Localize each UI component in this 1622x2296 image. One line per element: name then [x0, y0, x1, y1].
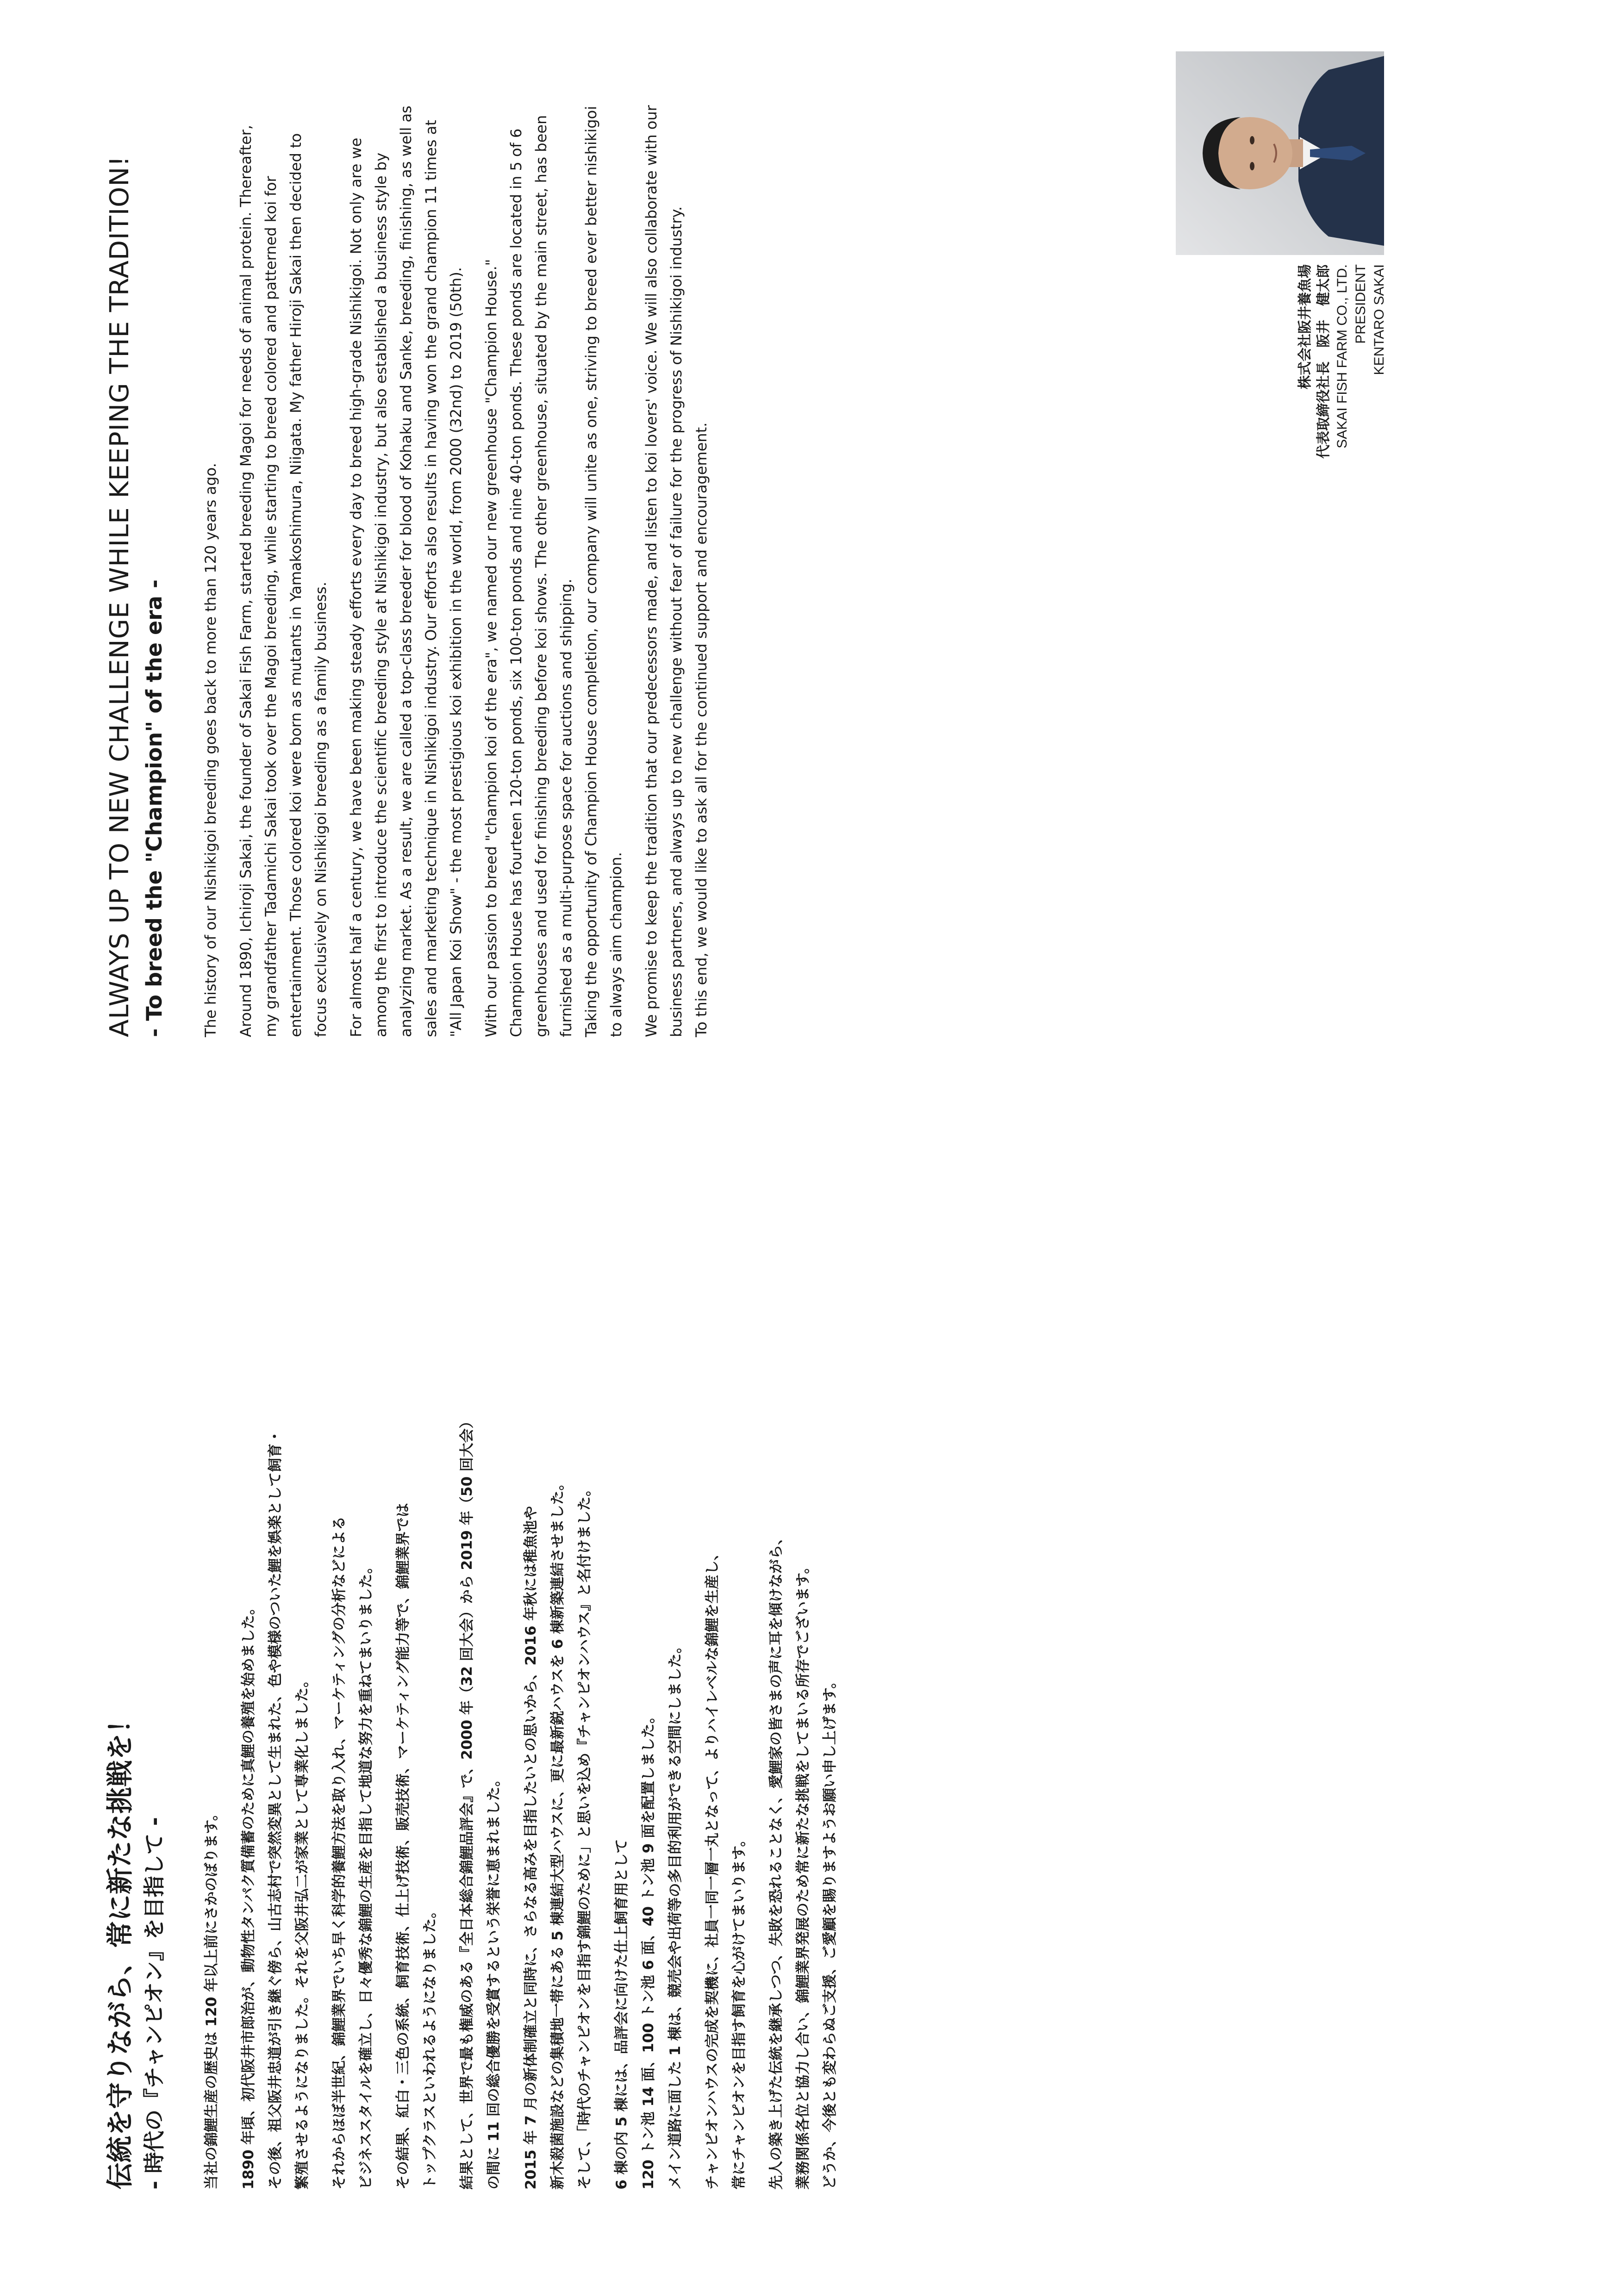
- president-title-en: PRESIDENT: [1353, 264, 1368, 344]
- japanese-paragraph: その結果、紅白・三色の系統、飼育技術、仕上げ技術、販売技術、マーケティング能力等で、錦鯉業界では トップクラスといわれるようになりました。: [395, 1503, 438, 2190]
- english-title: ALWAYS UP TO NEW CHALLENGE WHILE KEEPING THE TRADITION!: [105, 156, 135, 1037]
- english-subtitle: - To breed the "Champion" of the era -: [142, 579, 167, 1037]
- signature-block: [1176, 51, 1393, 459]
- president-name-en: KENTARO SAKAI: [1372, 264, 1387, 375]
- japanese-paragraph: 先人の築き上げた伝統を継承しつつ、失敗を恐れることなく、愛鯉家の皆さまの声に耳を傾けながら、 業務関係各位と協力し合い、錦鯉業界発展のため常に新たな挑戦をしてまいる所存でございます。 どうか、今後とも変わらぬご支援、ご愛顧を賜りますようお願い申し上げます。: [768, 1530, 838, 2190]
- english-paragraph: The history of our Nishikigoi breeding goes back to more than 120 years ago.: [202, 463, 219, 1037]
- english-column: [102, 98, 714, 1037]
- japanese-title: 伝統を守りながら、常に新たな挑戦を！: [104, 1706, 136, 2190]
- japanese-paragraph: 2015 年 7 月の新体制確立と同時に、さらなる高みを目指したいとの思いから、2016 年秋には稚魚池や 新木殺菌施設などの集積地一帯にある 5 棟連結大型ハウスに、更に最新鋭ハウスを 6 棟新築連結させました。 そして、「時代のチャンピオンを目指す錦鯉のために」と思いを込め『チャンピオンハウス』と名付けました。: [523, 1476, 593, 2190]
- japanese-paragraph: 当社の錦鯉生産の歴史は 120 年以上前にさかのぼります。: [203, 1806, 220, 2190]
- portrait-image: [1176, 51, 1384, 255]
- japanese-paragraph: 6 棟の内 5 棟には、品評会に向けた仕上飼育用として 120 トン池 14 面、100 トン池 6 面、40 トン池 9 面を配置しました。 メイン道路に面した 1 棟は、競売会や出荷等の多目的利用ができる空間にしました。: [613, 1639, 684, 2190]
- president-title-name-jp: 代表取締役社長 阪井 健太郎: [1316, 264, 1332, 459]
- president-portrait-photo: [1176, 51, 1384, 255]
- japanese-paragraph: チャンピオンハウスの完成を契機に、社員一同一層一丸となって、よりハイレベルな錦鯉を生産し、 常にチャンピオンを目指す飼育を心がけてまいります。: [704, 1546, 748, 2190]
- english-paragraph: With our passion to breed "champion koi of the era", we named our new greenhouse "Champion House." Champion House has fourteen 120-ton ponds, six 100-ton ponds and nine 40-ton ponds. These ponds are located in 5 of 6 greenhouses and used for finishing breeding before koi shows. The other greenhouse, situated by the main street, has been furnished as a multi-purpose space for auctions and shipping. Taking the opportunity of Champion House completion, our company will unite as one, striving to breed ever better nishikigoi to always aim champion.: [482, 106, 625, 1037]
- english-paragraph: For almost half a century, we have been making steady efforts every day to breed high-grade Nishikigoi. Not only are we among the first to introduce the scientific breeding style at Nishikigoi industry, but also established a business style by analyzing market. As a result, we are called a top-class breeder for blood of Kohaku and Sanke, breeding, finishing, as well as sales and marketing technique in Nishikigoi industry. Our efforts also results in having won the grand champion 11 times at "All Japan Koi Show" - the most prestigious koi exhibition in the world, from 2000 (32nd) to 2019 (50th).: [347, 106, 465, 1037]
- company-name-en: SAKAI FISH FARM CO., LTD.: [1335, 264, 1350, 448]
- japanese-paragraph: それからほぼ半世紀、錦鯉業界でいち早く科学的養鯉方法を取り入れ、マーケティングの分析などによる ビジネススタイルを確立し、日々優秀な錦鯉の生産を目指して地道な努力を重ねてまいりました。: [331, 1516, 374, 2190]
- company-name-jp: 株式会社阪井養魚場: [1297, 264, 1313, 389]
- english-paragraph: We promise to keep the tradition that our predecessors made, and listen to koi lovers' voice. We will also collaborate with our business partners, and always up to new challenge without fear of failure for the progress of Nishikigoi industry. To this end, we would like to ask all for the continued support and encouragement.: [643, 105, 710, 1037]
- signature-text: [1296, 264, 1389, 542]
- japanese-paragraph: 1890 年頃、初代阪井市郎治が、動物性タンパク質備蓄のために真鯉の養殖を始めました。 その後、祖父阪井忠道が引き継ぐ傍ら、山古志村で突然変異として生まれた、色や模様のついた鯉を娯楽として飼育・ 繁殖させるようになりました。それを父阪井弘二が家業として専業化しました。: [240, 1429, 311, 2190]
- japanese-subtitle: - 時代の『チャンピオン』を目指して -: [142, 1817, 167, 2190]
- japanese-paragraph: 結果として、世界で最も権威のある『全日本総合錦鯉品評会』で、2000 年（32 回大会）から 2019 年（50 回大会） の間に 11 回の総合優勝を受賞するという栄誉に恵まれました。: [459, 1414, 502, 2190]
- english-paragraph: Around 1890, Ichiroji Sakai, the founder of Sakai Fish Farm, started breeding Magoi for needs of animal protein. Thereafter, my grandfather Tadamichi Sakai took over the Magoi breeding, while starting to breed colored and patterned koi for entertainment. Those colored koi were born as mutants in Yamakoshimura, Niigata. My father Hiroji Sakai then decided to focus exclusively on Nishikigoi breeding as a family business.: [237, 124, 330, 1037]
- japanese-column: [102, 1181, 843, 2190]
